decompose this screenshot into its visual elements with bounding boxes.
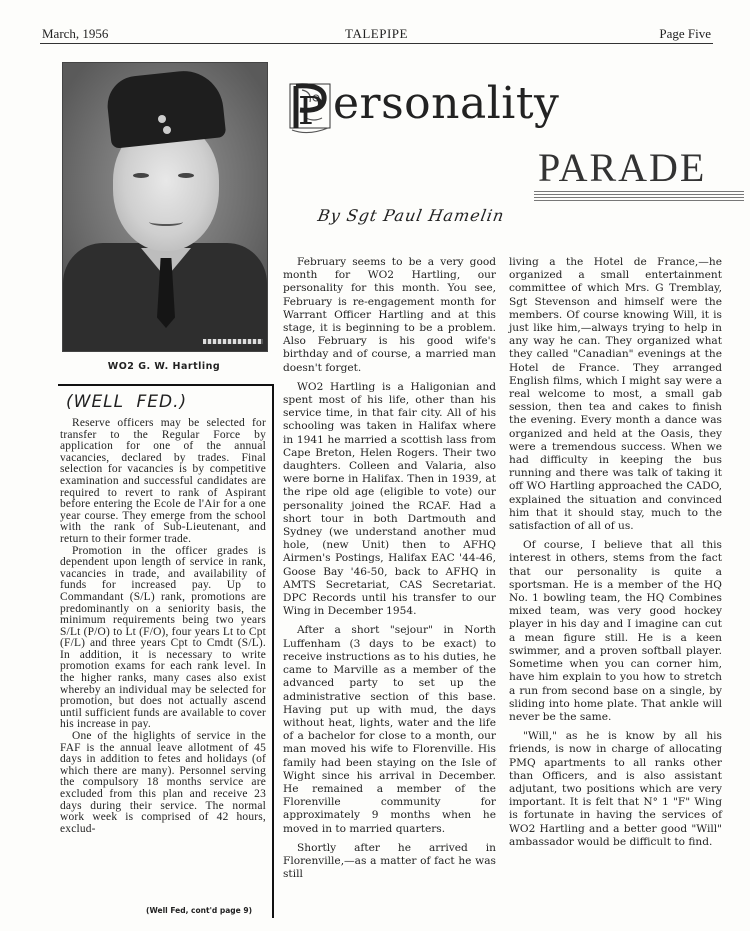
article-title-word-personality: ersonality: [333, 78, 560, 129]
article-column-3: [509, 256, 722, 855]
sidebar-paragraph: One of the higlights of service in the FAF is the annual leave allotment of 45 days in addition to fetes and holidays (of which there are many). Personnel serving the compulsory 18 months service are excluded from this plan and receive 23 days during their service. The normal work week is comprised of 42 hours, exclud-: [60, 730, 266, 835]
eye-shape: [178, 173, 194, 178]
article-paragraph: living a the Hotel de France,—he organized a small entertainment committee of which Mrs. G Tremblay, Sgt Stevenson and himself were the members. Of course knowing Will, it is just like him,—always trying to help in any way he can. They organized what they called "Canadian" evenings at the Hotel de France. They arranged English films, which I might say were a real welcome to most, a small gab session, then tea and cakes to finish the evening. Every month a dance was organized and held at the Oasis, they were a tremendous success. When we had difficulty in keeping the bus running and there was talk of taking it off WO Hartling approached the CADO, explained the situation and convinced him that it should stay, much to the satisfaction of all of us.: [509, 256, 722, 533]
publication-name: TALEPIPE: [345, 26, 408, 41]
cap-button-icon: [158, 115, 166, 123]
article-column-2: [283, 256, 496, 887]
sidebar-paragraph: Promotion in the officer grades is dependent upon length of service in rank, vacancies in trade, and availability of funds for increased pay. Up to Commandant (S/L) rank, promotions are predominantly on a seniority basis, the minimum requirements being two years S/Lt (P/O) to Lt (F/O), four years Lt to Cpt (F/L) and three years Cpt to Cmdt (S/L). In addition, it is necessary to write promotion exams for each rank level. In the higher ranks, many cases also exist whereby an individual may be selected for promotion, but does not actually ascend until sufficient funds are available to cover his increase in pay.: [60, 544, 266, 731]
cap-button-icon: [163, 126, 171, 134]
portrait-photo: [62, 62, 268, 352]
ornamental-dropcap-icon: [288, 78, 332, 136]
article-paragraph: February seems to be a very good month for WO2 Hartling, our personality for this month. You see, February is re-engagement month for Warrant Officer Hartling and at this stage, it is beginning to be a problem. Also February is his good wife's birthday and of course, a married man doesn't forget.: [283, 256, 496, 374]
sidebar-title: (WELL FED.): [66, 392, 188, 412]
svg-text:P: P: [298, 89, 324, 133]
article-paragraph: Shortly after he arrived in Florenville,—as a matter of fact he was still: [283, 841, 496, 881]
sidebar-paragraph: Reserve officers may be selected for transfer to the Regular Force by application for one of the annual vacancies, declared by trades. Final selection for vacancies is by competitive examination and successful candidates are required to revert to rank of Aspirant before entering the Ecole de l'Air for a one year course. They emerge from the school with the rank of Sub-Lieutenant, and return to their former trade.: [60, 417, 266, 545]
sidebar-body: [60, 418, 266, 835]
article-paragraph: After a short "sejour" in North Luffenham (3 days to be exact) to receive instructions as to his duties, he came to Marville as a member of the advanced party to set up the administrative section of this base. Having put up with mud, the days without heat, lights, water and the life of a bachelor for close to a month, our man moved his wife to Florenville. His family had been staying on the Isle of Wight since his arrival in December. He remained a member of the Florenville community for approximately 9 months when he moved in to married quarters.: [283, 624, 496, 835]
mouth-shape: [149, 218, 183, 226]
eye-shape: [133, 173, 149, 178]
medal-ribbons-shape: [203, 339, 263, 344]
article-paragraph: Of course, I believe that all this interest in others, stems from the fact that our personality is quite a sportsman. He is a member of the HQ No. 1 bowling team, the HQ Combines mixed team, was very good hockey player in his day and I imagine can cut a mean figure still. He is a keen swimmer, and a proven softball player. Sometime when you can corner him, have him explain to you how to stretch a run from second base on a single, by sliding into home plate. That ankle will never be the same.: [509, 539, 722, 723]
article-byline: By Sgt Paul Hamelin: [316, 206, 507, 225]
wedge-cap-shape: [105, 67, 227, 149]
article-paragraph: WO2 Hartling is a Haligonian and spent most of his life, other than his service time, in that fair city. All of his schooling was taken in Halifax where in 1941 he married a scottish lass from Cape Breton, Helen Rogers. Their two daughters. Colleen and Valaria, also were borne in Halifax. Then in 1939, at the ripe old age (eligible to vote) our personality joined the RCAF. Had a short tour in both Dartmouth and Sydney (we understand another mud hole, (new Unit) then to AFHQ Airmen's Postings, Halifax EAC '44-46, Goose Bay '46-50, back to AFHQ in AMTS Secretariat, CAS Secretariat. DPC Records until his transfer to our Wing in December 1954.: [283, 380, 496, 618]
article-title-word-parade: PARADE: [538, 145, 707, 190]
continuation-note: (Well Fed, cont'd page 9): [146, 906, 252, 915]
page-number: Page Five: [659, 26, 711, 41]
title-underline-rules: [534, 191, 744, 203]
article-paragraph: "Will," as he is know by all his friends, is now in charge of allocating PMQ apartments to all ranks other than Officers, and is also assistant adjutant, two positions which are very important. It is felt that N° 1 "F" Wing is fortunate in having the services of WO2 Hartling and a better good "Will" ambassador would be difficult to find.: [509, 730, 722, 848]
header-rule: [40, 43, 713, 44]
issue-date: March, 1956: [42, 26, 109, 41]
photo-caption: WO2 G. W. Hartling: [107, 361, 221, 372]
sidebar-well-fed: [58, 384, 274, 918]
